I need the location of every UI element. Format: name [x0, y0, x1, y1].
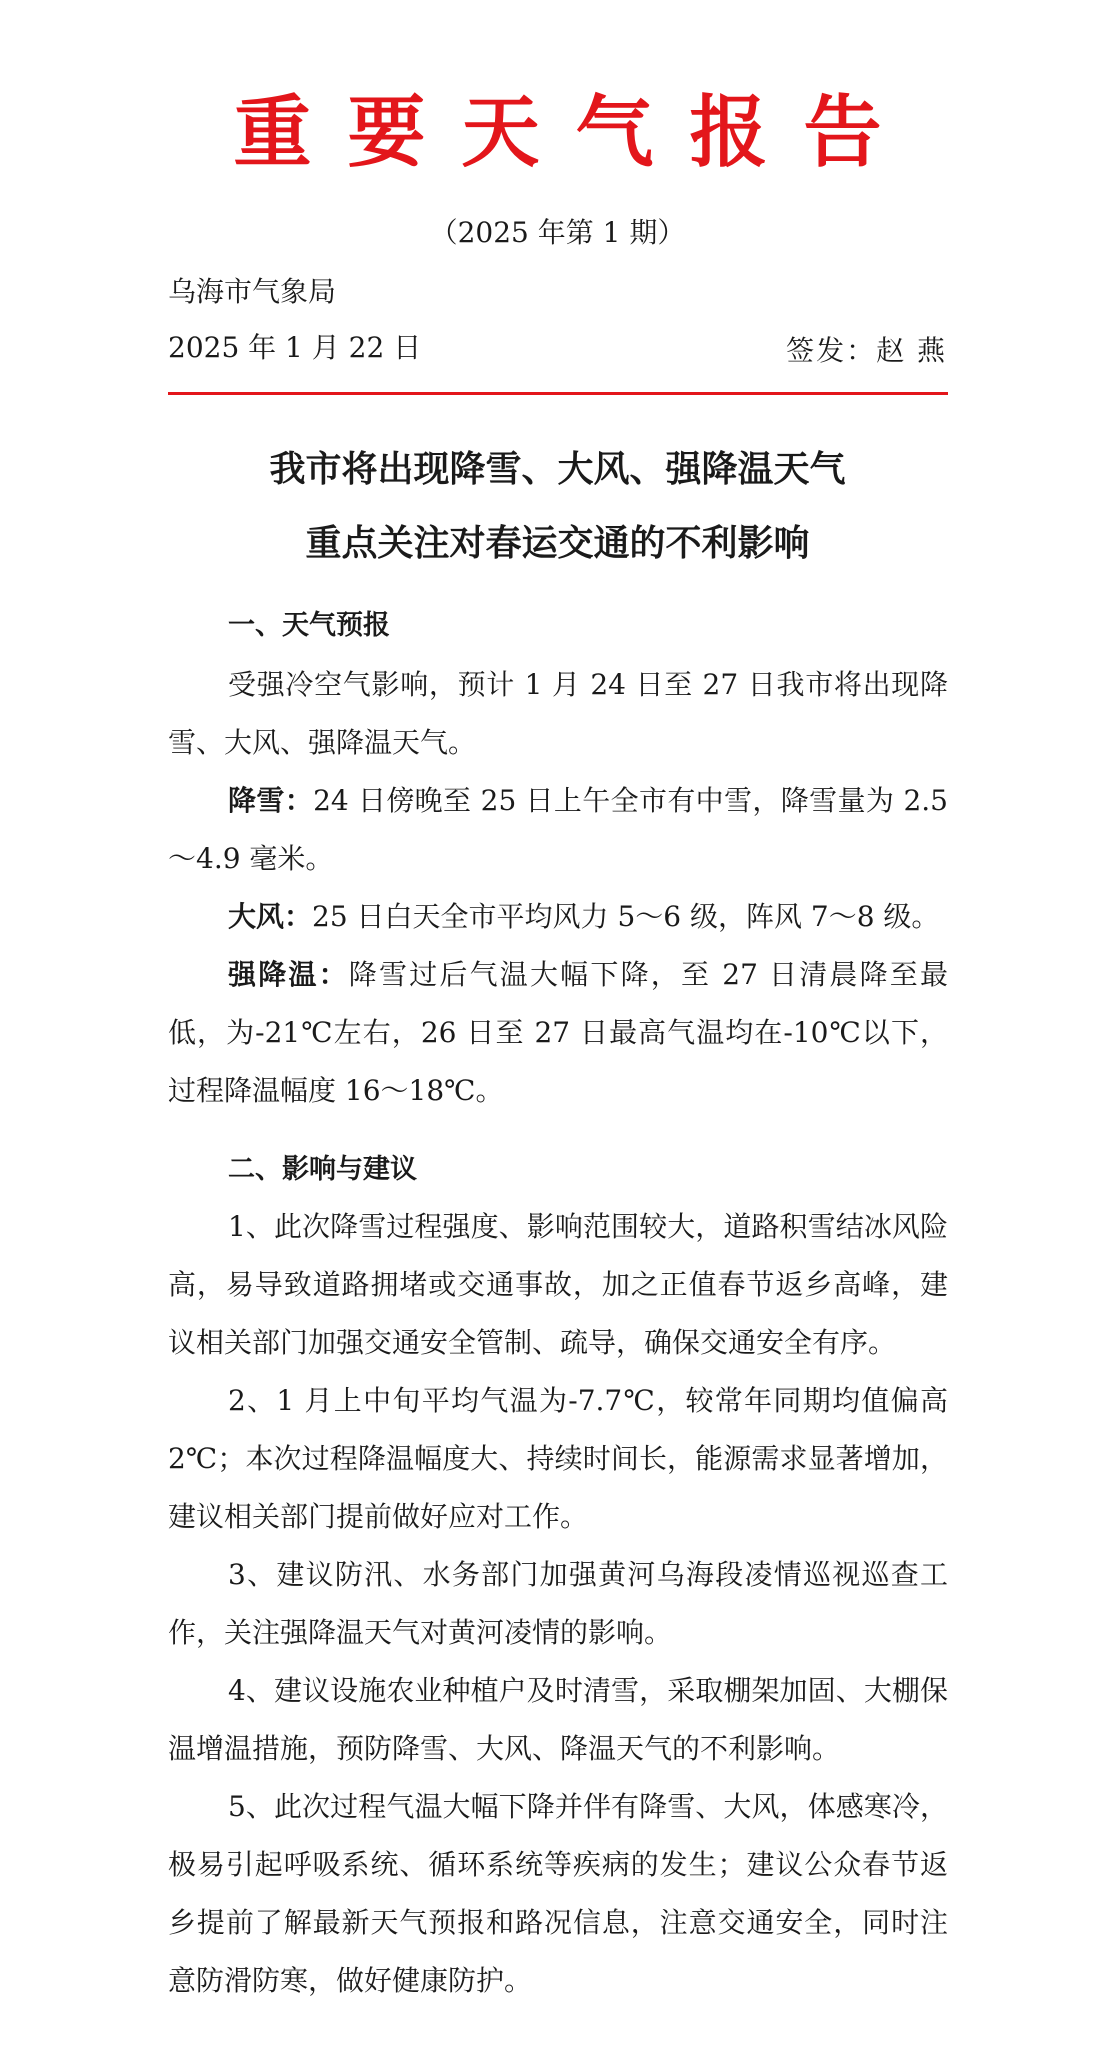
advice-item: 3、建议防汛、水务部门加强黄河乌海段凌情巡视巡查工作，关注强降温天气对黄河凌情的影响。 [168, 1558, 948, 1649]
forecast-intro: 受强冷空气影响，预计 1 月 24 日至 27 日我市将出现降雪、大风、强降温天气。 [168, 668, 948, 759]
wind-text: 25 日白天全市平均风力 5～6 级，阵风 7～8 级。 [312, 900, 940, 933]
advice-item: 2、1 月上中旬平均气温为-7.7℃，较常年同期均值偏高 2℃；本次过程降温幅度大、持续时间长，能源需求显著增加，建议相关部门提前做好应对工作。 [168, 1384, 948, 1533]
wind-paragraph [168, 888, 948, 946]
advice-item: 1、此次降雪过程强度、影响范围较大，道路积雪结冰风险高，易导致道路拥堵或交通事故，加之正值春节返乡高峰，建议相关部门加强交通安全管制、疏导，确保交通安全有序。 [168, 1210, 948, 1359]
issue-date: 2025 年 1 月 22 日 [168, 331, 422, 364]
cold-label: 强降温： [228, 958, 349, 991]
wind-label: 大风： [228, 900, 313, 933]
red-divider [168, 392, 948, 395]
snow-text: 24 日傍晚至 25 日上午全市有中雪，降雪量为 2.5～4.9 毫米。 [168, 784, 948, 875]
cold-text: 降雪过后气温大幅下降，至 27 日清晨降至最低，为-21℃左右，26 日至 27 日最高气温均在-10℃以下，过程降温幅度 16～18℃。 [168, 958, 948, 1107]
issue-number: （2025 年第 1 期） [429, 216, 686, 249]
headline-line-1: 我市将出现降雪、大风、强降温天气 [269, 449, 846, 490]
advice-item: 4、建议设施农业种植户及时清雪，采取棚架加固、大棚保温增温措施，预防降雪、大风、降温天气的不利影响。 [168, 1674, 948, 1765]
section-title-impact: 二、影响与建议 [228, 1154, 417, 1185]
report-body [168, 598, 948, 2010]
snow-paragraph [168, 772, 948, 888]
cold-paragraph [168, 946, 948, 1120]
section-title-forecast: 一、天气预报 [228, 610, 390, 641]
advice-item: 5、此次过程气温大幅下降并伴有降雪、大风，体感寒冷，极易引起呼吸系统、循环系统等疾病的发生；建议公众春节返乡提前了解最新天气预报和路况信息，注意交通安全，同时注意防滑防寒，做好健康防护。 [168, 1790, 948, 1997]
masthead-title: 重要天气报告 [233, 88, 918, 178]
signer: 签发：赵 燕 [786, 334, 947, 367]
headline-line-2: 重点关注对春运交通的不利影响 [305, 523, 810, 564]
issuing-agency: 乌海市气象局 [168, 275, 337, 308]
snow-label: 降雪： [228, 784, 314, 817]
